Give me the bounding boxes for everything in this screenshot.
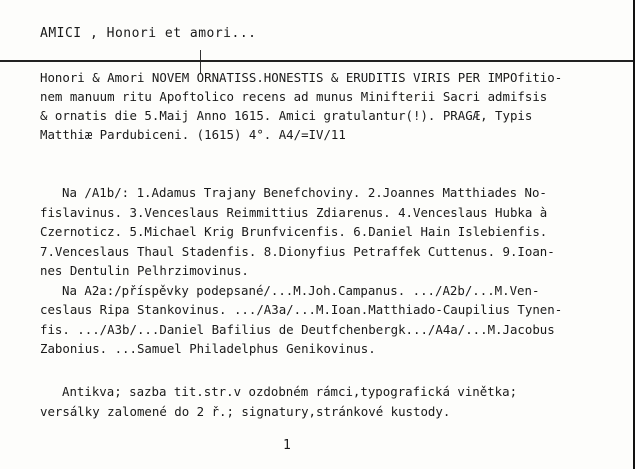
contributions-line: Na A2a:/příspěvky podepsané/...M.Joh.Campanus. .../A2b/...M.Ven-	[62, 282, 540, 298]
title-line: nem manuum ritu Apoftolico recens ad munus Minifterii Sacri admifsis	[40, 89, 548, 104]
title-line: Honori & Amori NOVEM ORNATISS.HONESTIS & ERUDITIS VIRIS PER IMPOfitio-	[40, 70, 563, 85]
contents-notes	[40, 183, 625, 359]
contents-line: Na /A1b/: 1.Adamus Trajany Benefchoviny. 2.Joannes Matthiades No-	[62, 185, 547, 200]
contents-line: Czernoticz. 5.Michael Krig Brunfvicenfis. 6.Daniel Hain Islebienfis.	[40, 224, 548, 239]
typography-line: Antikva; sazba tit.str.v ozdobném rámci,typografická vinětka;	[62, 384, 518, 399]
contents-line: nes Dentulin Pelhrzimovinus.	[40, 263, 249, 278]
card-heading: AMICI , Honori et amori...	[40, 26, 257, 41]
title-description	[40, 68, 625, 144]
typography-notes	[40, 382, 625, 421]
typography-line: versálky zalomené do 2 ř.; signatury,stránkové kustody.	[40, 403, 451, 419]
contributions-line: fis. .../A3b/...Daniel Bafilius de Deutfchenbergk.../A4a/...M.Jacobus	[40, 321, 555, 337]
card-number: 1	[283, 438, 291, 453]
contributions-line: ceslaus Ripa Stankovinus. .../A3a/...M.Ioan.Matthiado-Caupilius Tynen-	[40, 302, 563, 317]
header-rule	[0, 60, 633, 62]
contents-line: fislavinus. 3.Venceslaus Reimmittius Zdiarenus. 4.Venceslaus Hubka à	[40, 204, 548, 220]
title-line: Matthiæ Pardubiceni. (1615) 4°. A4/=IV/11	[40, 127, 346, 142]
contributions-line: Zabonius. ...Samuel Philadelphus Genikovinus.	[40, 341, 376, 356]
title-line: & ornatis die 5.Maij Anno 1615. Amici gratulantur(!). PRAGÆ, Typis	[40, 108, 533, 123]
contents-line: 7.Venceslaus Thaul Stadenfis. 8.Dionyfius Petraffek Cuttenus. 9.Ioan-	[40, 243, 555, 259]
